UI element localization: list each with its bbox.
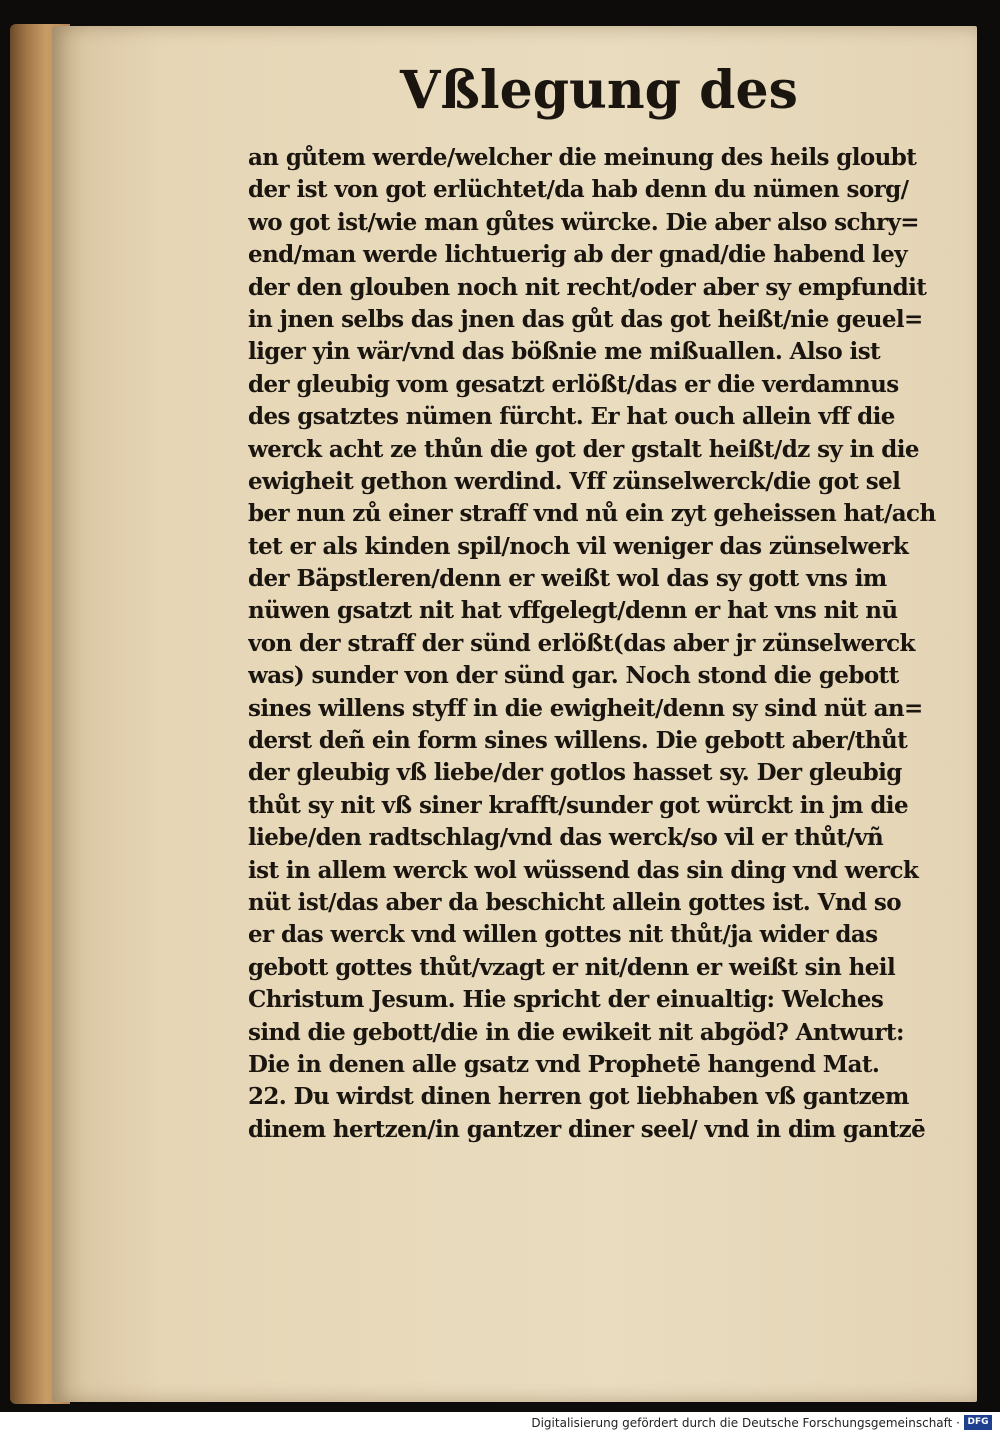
text-line: ber nun zů einer straff vnd nů ein zyt geheissen hat/ach [248, 500, 936, 528]
text-line: wo got ist/wie man gůtes würcke. Die aber also schry= [248, 208, 919, 236]
dfg-logo: DFG [964, 1415, 992, 1430]
text-line: was) sunder von der sünd gar. Noch stond die gebott [248, 662, 899, 690]
text-line: ewigheit gethon werdind. Vff zünselwerck/die got sel [248, 467, 901, 495]
footer-credit: Digitalisierung gefördert durch die Deutsche Forschungsgemeinschaft · [531, 1416, 960, 1430]
text-line: ist in allem werck wol wüssend das sin ding vnd werck [248, 856, 919, 884]
text-line: der den glouben noch nit recht/oder aber sy empfundit [248, 273, 927, 301]
text-line: nüt ist/das aber da beschicht allein gottes ist. Vnd so [248, 888, 901, 916]
text-line: liebe/den radtschlag/vnd das werck/so vil er thůt/vñ [248, 824, 884, 852]
text-line: von der straff der sünd erlößt(das aber jr zünselwerck [248, 629, 915, 657]
page-header: Vßlegung des [400, 60, 798, 121]
text-line: der gleubig vom gesatzt erlößt/das er die verdamnus [248, 370, 899, 398]
text-line: er das werck vnd willen gottes nit thůt/ja wider das [248, 921, 878, 949]
text-line: gebott gottes thůt/vzagt er nit/denn er weißt sin heil [248, 953, 896, 981]
text-block [248, 142, 968, 1146]
text-line: sind die gebott/die in die ewikeit nit abgöd? Antwurt: [248, 1018, 904, 1046]
text-line: 22. Du wirdst dinen herren got liebhaben vß gantzem [248, 1083, 909, 1111]
text-line: der gleubig vß liebe/der gotlos hasset sy. Der gleubig [248, 759, 902, 787]
text-line: nüwen gsatzt nit hat vffgelegt/denn er hat vns nit nū [248, 597, 898, 625]
text-line: der Bäpstleren/denn er weißt wol das sy gott vns im [248, 565, 887, 593]
text-line: werck acht ze thůn die got der gstalt heißt/dz sy in die [248, 435, 919, 463]
text-line: Christum Jesum. Hie spricht der einualtig: Welches [248, 986, 884, 1014]
footer [0, 1412, 1000, 1434]
text-line: des gsatztes nümen fürcht. Er hat ouch allein vff die [248, 403, 895, 431]
text-line: thůt sy nit vß siner krafft/sunder got würckt in jm die [248, 791, 908, 819]
text-line: derst deñ ein form sines willens. Die gebott aber/thůt [248, 727, 908, 755]
text-line: dinem hertzen/in gantzer diner seel/ vnd in dim gantzē [248, 1115, 926, 1143]
text-line: sines willens styff in die ewigheit/denn sy sind nüt an= [248, 694, 923, 722]
text-line: liger yin wär/vnd das bößnie me mißuallen. Also ist [248, 338, 881, 366]
text-line: der ist von got erlüchtet/da hab denn du nümen sorg/ [248, 176, 909, 204]
text-line: an gůtem werde/welcher die meinung des heils gloubt [248, 144, 917, 171]
text-line: end/man werde lichtuerig ab der gnad/die habend ley [248, 241, 907, 269]
text-line: in jnen selbs das jnen das gůt das got heißt/nie geuel= [248, 305, 923, 333]
text-line: tet er als kinden spil/noch vil weniger das zünselwerk [248, 532, 909, 560]
text-line: Die in denen alle gsatz vnd Prophetē hangend Mat. [248, 1050, 880, 1078]
